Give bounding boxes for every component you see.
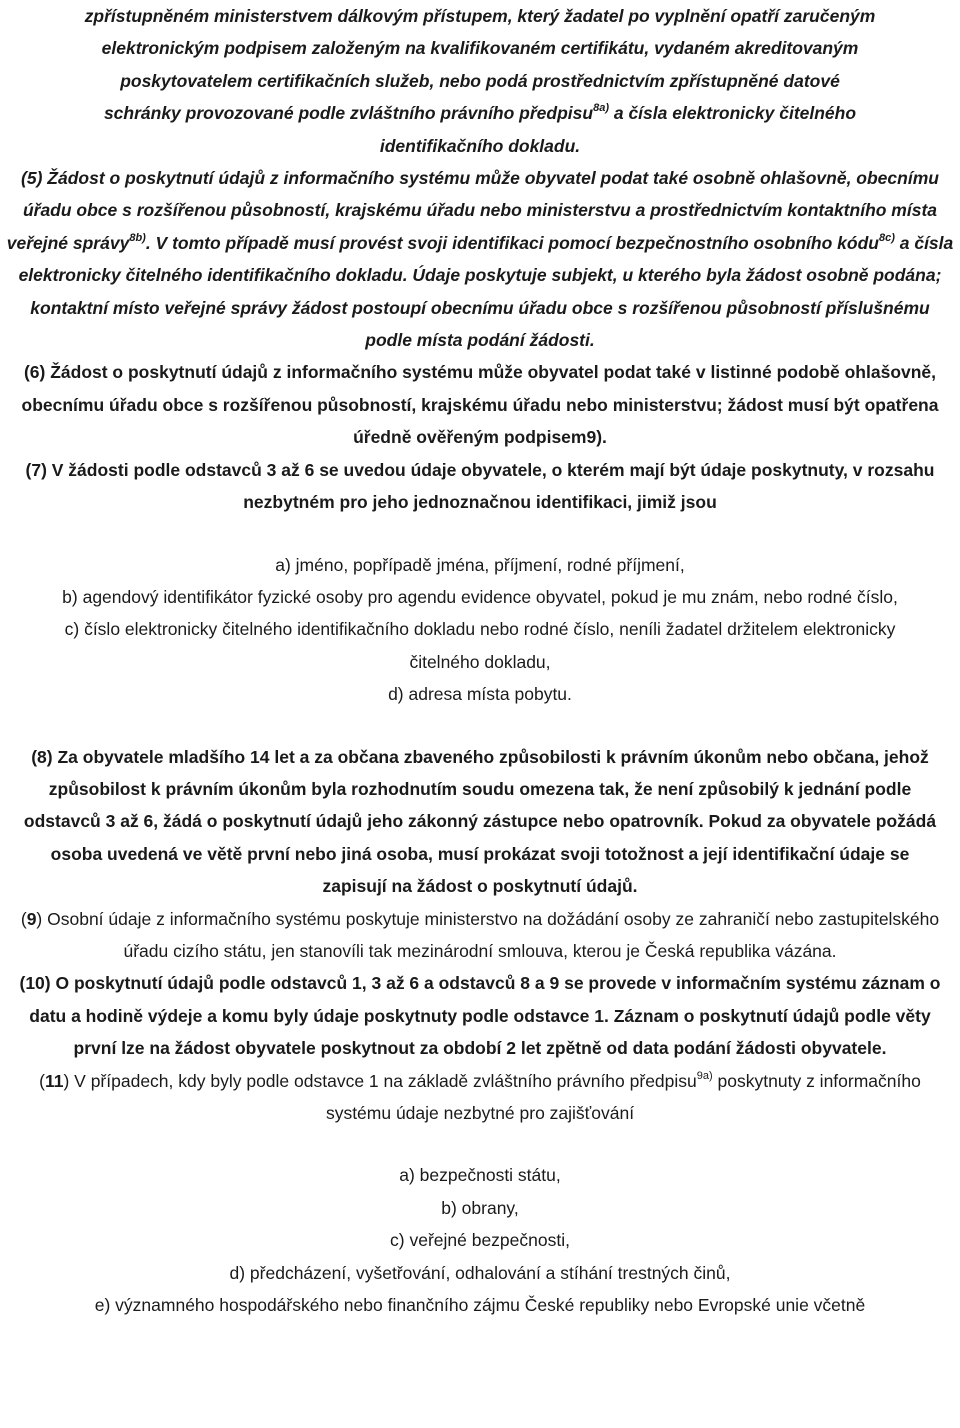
- footnote-ref-8c: 8c): [878, 231, 895, 244]
- paragraph-10: (10) O poskytnutí údajů podle odstavců 1, 3 až 6 a odstavců 8 a 9 se provede v informačním systému záznam o datu a hodině výdeje a komu byly údaje poskytnuty podle odstavce 1. Záznam o poskytnutí údajů podle věty první lze na žádost obyvatele poskytnout za období 2 let zpětně od data podání žádosti obyvatele.: [19, 973, 941, 1059]
- paragraph-11-list: [0, 1159, 960, 1321]
- paragraph-9-number: 9: [26, 908, 37, 929]
- list-item: b) agendový identifikátor fyzické osoby pro agendu evidence obyvatel, pokud je mu znám, nebo rodné číslo,: [62, 586, 898, 607]
- footnote-ref-9a: 9a): [696, 1069, 713, 1082]
- list-item: b) obrany,: [441, 1197, 519, 1218]
- paragraph-5: [0, 162, 960, 356]
- paragraph-7: (7) V žádosti podle odstavců 3 až 6 se uvedou údaje obyvatele, o kterém mají být údaje poskytnuty, v rozsahu nezbytném pro jeho jednoznačnou identifikaci, jimiž jsou: [25, 459, 935, 513]
- list-item: a) bezpečnosti státu,: [399, 1165, 561, 1186]
- paragraph-5-text-c: a čísla elektronicky čitelného identifikačního dokladu. Údaje poskytuje subjekt, u kterého byla žádost osobně podána; kontaktní místo veřejné správy žádost postoupí obecnímu úřadu obce s rozšířenou působností příslušnému podle místa podání žádosti.: [18, 232, 954, 351]
- list-item: d) adresa místa pobytu.: [388, 684, 572, 705]
- footnote-ref-8a: 8a): [593, 102, 609, 115]
- paragraph-6: (6) Žádost o poskytnutí údajů z informačního systému může obyvatel podat také v listinné podobě ohlašovně, obecnímu úřadu obce s rozšířenou působností, krajskému úřadu nebo ministerstvu; žádost musí být opatřena úředně ověřeným podpisem9).: [21, 362, 939, 448]
- paragraph-7-list: [0, 549, 960, 711]
- list-item: a) jméno, popřípadě jména, příjmení, rodné příjmení,: [275, 554, 685, 575]
- paragraph-9-text: ) Osobní údaje z informačního systému poskytuje ministerstvo na dožádání osoby ze zahraničí nebo zastupitelského úřadu cizího státu, jen stanovíli tak mezinárodní smlouva, kterou je Česká republika vázána.: [36, 908, 940, 961]
- paragraph-9: [0, 903, 960, 968]
- list-item: e) významného hospodářského nebo finančního zájmu České republiky nebo Evropské unie včetně: [94, 1295, 866, 1316]
- paragraph-4-text-end: a čísla elektronicky čitelného identifikačního dokladu.: [379, 103, 857, 156]
- paragraph-11-open: (: [39, 1070, 45, 1091]
- paragraph-4-continuation: [74, 0, 886, 162]
- paragraph-4-text: zpřístupněném ministerstvem dálkovým přístupem, který žadatel po vyplnění opatří zaručeným elektronickým podpisem založeným na kvalifikovaném certifikátu, vydaném akreditovaným poskytovatelem certifikačních služeb, nebo podá prostřednictvím zpřístupněné datové schránky provozované podle zvláštního právního předpisu: [84, 6, 876, 124]
- paragraph-11-text: ) V případech, kdy byly podle odstavce 1 na základě zvláštního právního předpisu: [63, 1070, 697, 1091]
- footnote-ref-8b: 8b): [129, 231, 146, 244]
- list-item: d) předcházení, vyšetřování, odhalování a stíhání trestných činů,: [229, 1262, 731, 1283]
- paragraph-5-text-a: (5) Žádost o poskytnutí údajů z informačního systému může obyvatel podat také osobně ohlašovně, obecnímu úřadu obce s rozšířenou působností, krajskému úřadu nebo ministerstvu a prostřednictvím kontaktního místa veřejné správy: [6, 168, 939, 253]
- paragraph-11-text-end: poskytnuty z informačního systému údaje nezbytné pro zajišťování: [325, 1070, 921, 1123]
- paragraph-11: [0, 1065, 960, 1130]
- paragraph-9-open: (: [20, 908, 27, 929]
- paragraph-8: (8) Za obyvatele mladšího 14 let a za občana zbaveného způsobilosti k právním úkonům nebo občana, jehož způsobilost k právním úkonům byla rozhodnutím soudu omezena tak, že není způsobilý k jednání podle odstavců 3 až 6, žádá o poskytnutí údajů jeho zákonný zástupce nebo opatrovník. Pokud za obyvatele požádá osoba uvedená ve větě první nebo jiná osoba, musí prokázat svoji totožnost a její identifikační údaje se zapisují na žádost o poskytnutí údajů.: [23, 746, 937, 897]
- paragraph-11-number: 11: [44, 1070, 64, 1091]
- paragraph-5-text-b: . V tomto případě musí provést svoji identifikaci pomocí bezpečnostního osobního kódu: [145, 232, 879, 253]
- list-item: c) veřejné bezpečnosti,: [390, 1230, 570, 1251]
- list-item: c) číslo elektronicky čitelného identifikačního dokladu nebo rodné číslo, neníli žadatel držitelem elektronicky čitelného dokladu,: [64, 619, 896, 672]
